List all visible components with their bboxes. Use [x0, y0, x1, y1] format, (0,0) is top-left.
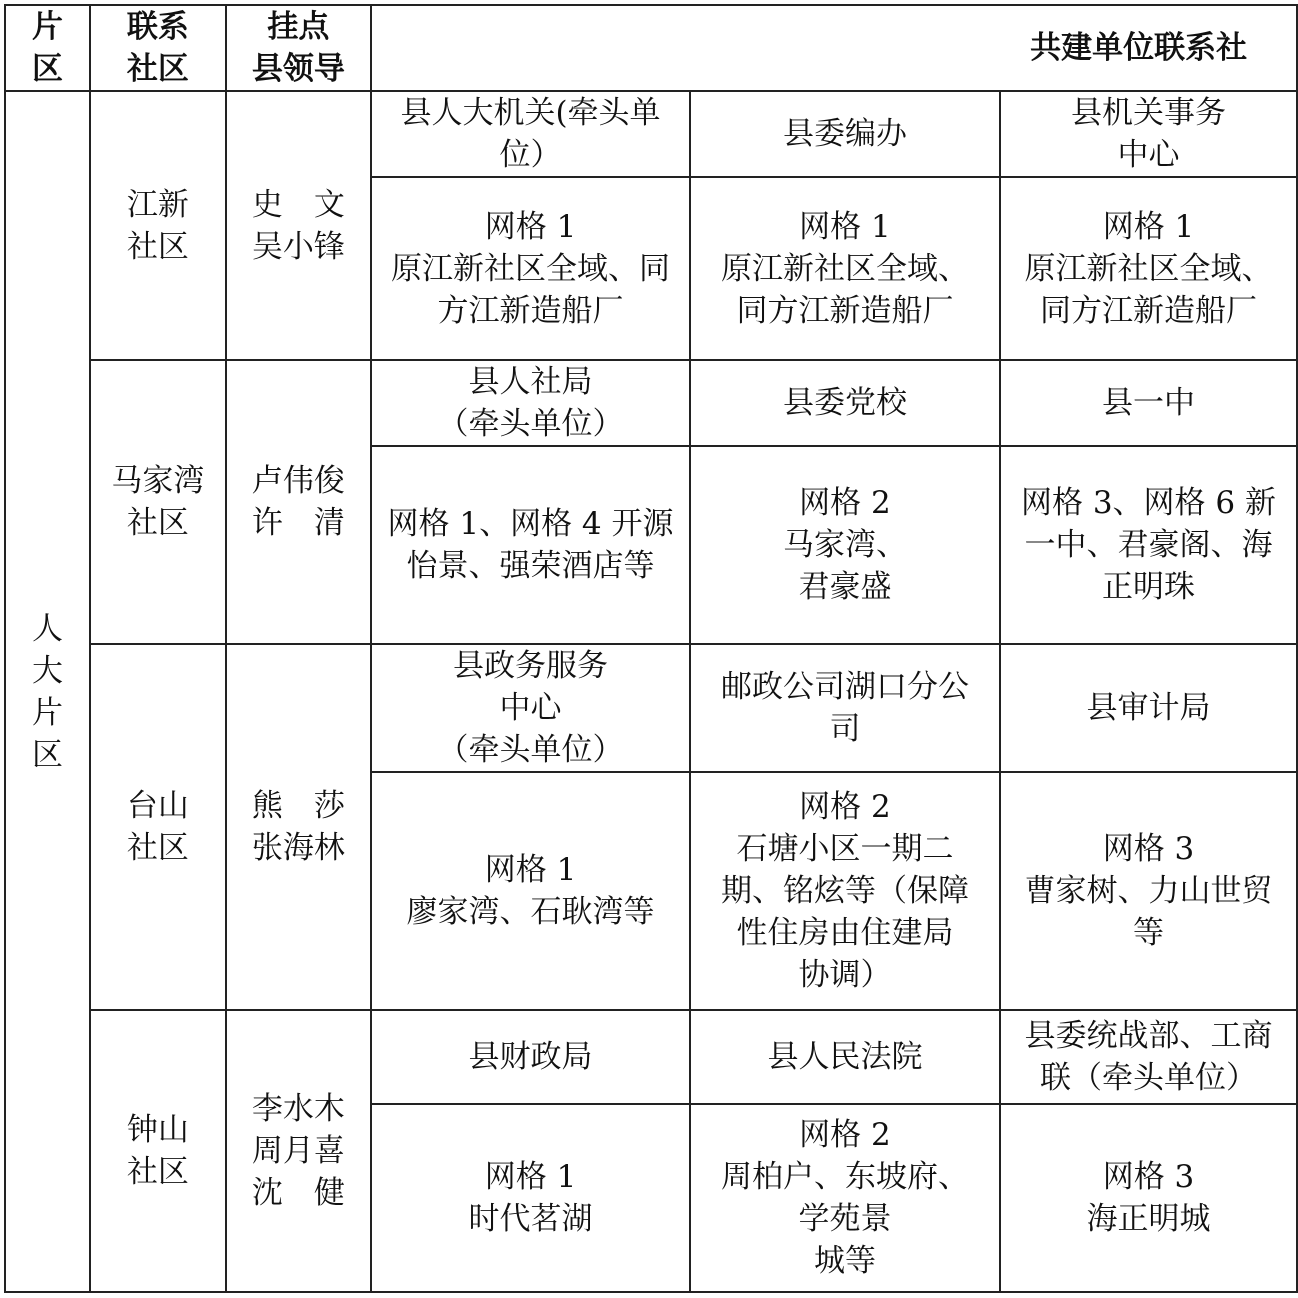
grid-line: 等 [1132, 915, 1164, 951]
community-unit-row [5, 360, 1297, 446]
header-leaders [226, 5, 371, 91]
grid-line: 期、铭炫等（保障 [720, 873, 969, 909]
grid-line: 周柏户、东坡府、 [720, 1159, 969, 1195]
community-name-line: 江新 [126, 186, 189, 223]
unit-line: 县委党校 [782, 385, 907, 421]
community-name-cell [90, 360, 226, 644]
grid-line: 原江新社区全域、 [720, 250, 969, 287]
unit-cell [1000, 360, 1297, 446]
header-community-line: 社区 [126, 51, 189, 87]
leader-name: 熊 莎 [251, 788, 345, 824]
unit-line: 县机关事务 [1070, 95, 1226, 131]
community-name-line: 社区 [126, 1154, 189, 1190]
leaders-cell [226, 360, 371, 644]
grid-cell [1000, 772, 1297, 1010]
header-row [5, 5, 1297, 91]
unit-cell [690, 1010, 1000, 1104]
header-units-label: 共建单位联系社 [1030, 30, 1248, 66]
unit-line: 位） [499, 137, 562, 173]
grid-cell [371, 1104, 690, 1292]
grid-line: 一中、君豪阁、海 [1024, 527, 1273, 563]
unit-cell [1000, 644, 1297, 772]
leader-name: 许 清 [251, 505, 345, 541]
unit-cell [1000, 91, 1297, 177]
community-name-line: 台山 [126, 788, 189, 824]
area-name-char: 片 [32, 694, 64, 731]
grid-cell [1000, 446, 1297, 644]
grid-line: 网格 1 [484, 852, 577, 888]
leader-name: 卢伟俊 [251, 463, 345, 499]
grid-line: 时代茗湖 [468, 1201, 593, 1237]
community-name-cell [90, 1010, 226, 1292]
grid-line: 原江新社区全域、 [1024, 250, 1273, 287]
grid-line: 网格 1 [484, 1159, 577, 1195]
unit-cell [371, 360, 690, 446]
leader-name: 史 文 [251, 186, 345, 223]
community-name-line: 社区 [126, 228, 189, 265]
unit-line: 县审计局 [1086, 690, 1211, 726]
unit-cell [371, 644, 690, 772]
community-unit-row [5, 91, 1297, 177]
unit-line: 司 [829, 711, 861, 747]
leader-name: 沈 健 [251, 1175, 345, 1211]
unit-line: 县人大机关(牵头单 [400, 95, 661, 131]
header-area-line: 区 [32, 51, 64, 87]
header-leaders-line: 县领导 [251, 51, 345, 87]
grid-line: 网格 1 [1102, 208, 1195, 245]
grid-cell [1000, 1104, 1297, 1292]
unit-line: 县财政局 [468, 1039, 593, 1075]
grid-line: 正明珠 [1101, 569, 1195, 605]
header-units [371, 5, 1297, 91]
grid-line: 性住房由住建局 [736, 915, 954, 951]
grid-line: 海正明城 [1086, 1201, 1211, 1237]
unit-line: 县人社局 [468, 364, 593, 400]
grid-line: 同方江新造船厂 [1039, 292, 1257, 329]
grid-line: 网格 1 [799, 208, 891, 245]
unit-line: 县政务服务 [453, 648, 608, 684]
community-name-line: 钟山 [126, 1112, 189, 1148]
grid-line: 学苑景 [798, 1201, 892, 1237]
unit-cell [690, 91, 1000, 177]
leaders-cell [226, 1010, 371, 1292]
unit-line: （牵头单位） [437, 732, 624, 768]
grid-cell [371, 446, 690, 644]
unit-cell [1000, 1010, 1297, 1104]
grid-line: 曹家树、力山世贸 [1024, 873, 1273, 909]
grid-cell [1000, 177, 1297, 360]
header-community-line: 联系 [126, 9, 189, 45]
grid-line: 网格 1、网格 4 开源 [387, 506, 674, 542]
grid-line: 城等 [813, 1243, 876, 1279]
grid-line: 同方江新造船厂 [736, 292, 954, 329]
leaders-cell [226, 91, 371, 360]
grid-line: 君豪盛 [798, 569, 892, 605]
header-area-line: 片 [32, 9, 64, 45]
area-name-char: 区 [32, 736, 64, 773]
area-name-char: 大 [32, 652, 64, 689]
header-area [5, 5, 90, 91]
grid-cell [371, 177, 690, 360]
community-name-cell [90, 644, 226, 1010]
unit-cell [371, 1010, 690, 1104]
unit-line: 县委编办 [782, 116, 907, 152]
grid-line: 网格 3 [1102, 831, 1195, 867]
community-name-line: 社区 [126, 505, 189, 541]
leader-name: 李水木 [251, 1091, 345, 1127]
unit-line: 县委统战部、工商 [1024, 1018, 1273, 1054]
unit-cell [371, 91, 690, 177]
grid-line: 协调） [798, 957, 892, 993]
area-name-char: 人 [32, 610, 64, 647]
grid-cell [690, 1104, 1000, 1292]
grid-line: 马家湾、 [782, 527, 907, 563]
grid-line: 网格 1 [484, 208, 577, 245]
grid-cell [690, 177, 1000, 360]
community-name-line: 社区 [126, 830, 189, 866]
unit-line: 县一中 [1101, 385, 1195, 421]
grid-line: 网格 2 [799, 485, 891, 521]
header-community [90, 5, 226, 91]
community-name-cell [90, 91, 226, 360]
grid-cell [690, 772, 1000, 1010]
leader-name: 张海林 [251, 830, 345, 866]
unit-line: 中心 [499, 690, 562, 726]
grid-cell [690, 446, 1000, 644]
grid-line: 网格 3 [1102, 1159, 1195, 1195]
grid-cell [371, 772, 690, 1010]
unit-line: 县人民法院 [767, 1039, 923, 1075]
unit-line: 联（牵头单位） [1039, 1060, 1257, 1096]
unit-cell [690, 360, 1000, 446]
grid-line: 方江新造船厂 [437, 292, 624, 329]
leaders-cell [226, 644, 371, 1010]
community-unit-row [5, 644, 1297, 772]
header-leaders-line: 挂点 [267, 9, 330, 45]
unit-line: （牵头单位） [437, 406, 624, 442]
unit-line: 中心 [1117, 137, 1180, 173]
grid-line: 原江新社区全域、同 [391, 250, 670, 287]
grid-line: 网格 2 [799, 789, 891, 825]
grid-line: 石塘小区一期二 [736, 831, 954, 867]
area-cell [5, 91, 90, 1292]
grid-line: 廖家湾、石耿湾等 [406, 894, 655, 930]
unit-line: 邮政公司湖口分公 [720, 669, 969, 705]
community-unit-row [5, 1010, 1297, 1104]
grid-line: 怡景、强荣酒店等 [406, 548, 655, 584]
community-liaison-table [4, 4, 1298, 1293]
leader-name: 吴小锋 [251, 228, 345, 265]
community-name-line: 马家湾 [111, 463, 205, 499]
grid-line: 网格 2 [799, 1117, 891, 1153]
leader-name: 周月喜 [251, 1133, 345, 1169]
unit-cell [690, 644, 1000, 772]
grid-line: 网格 3、网格 6 新 [1020, 485, 1276, 521]
